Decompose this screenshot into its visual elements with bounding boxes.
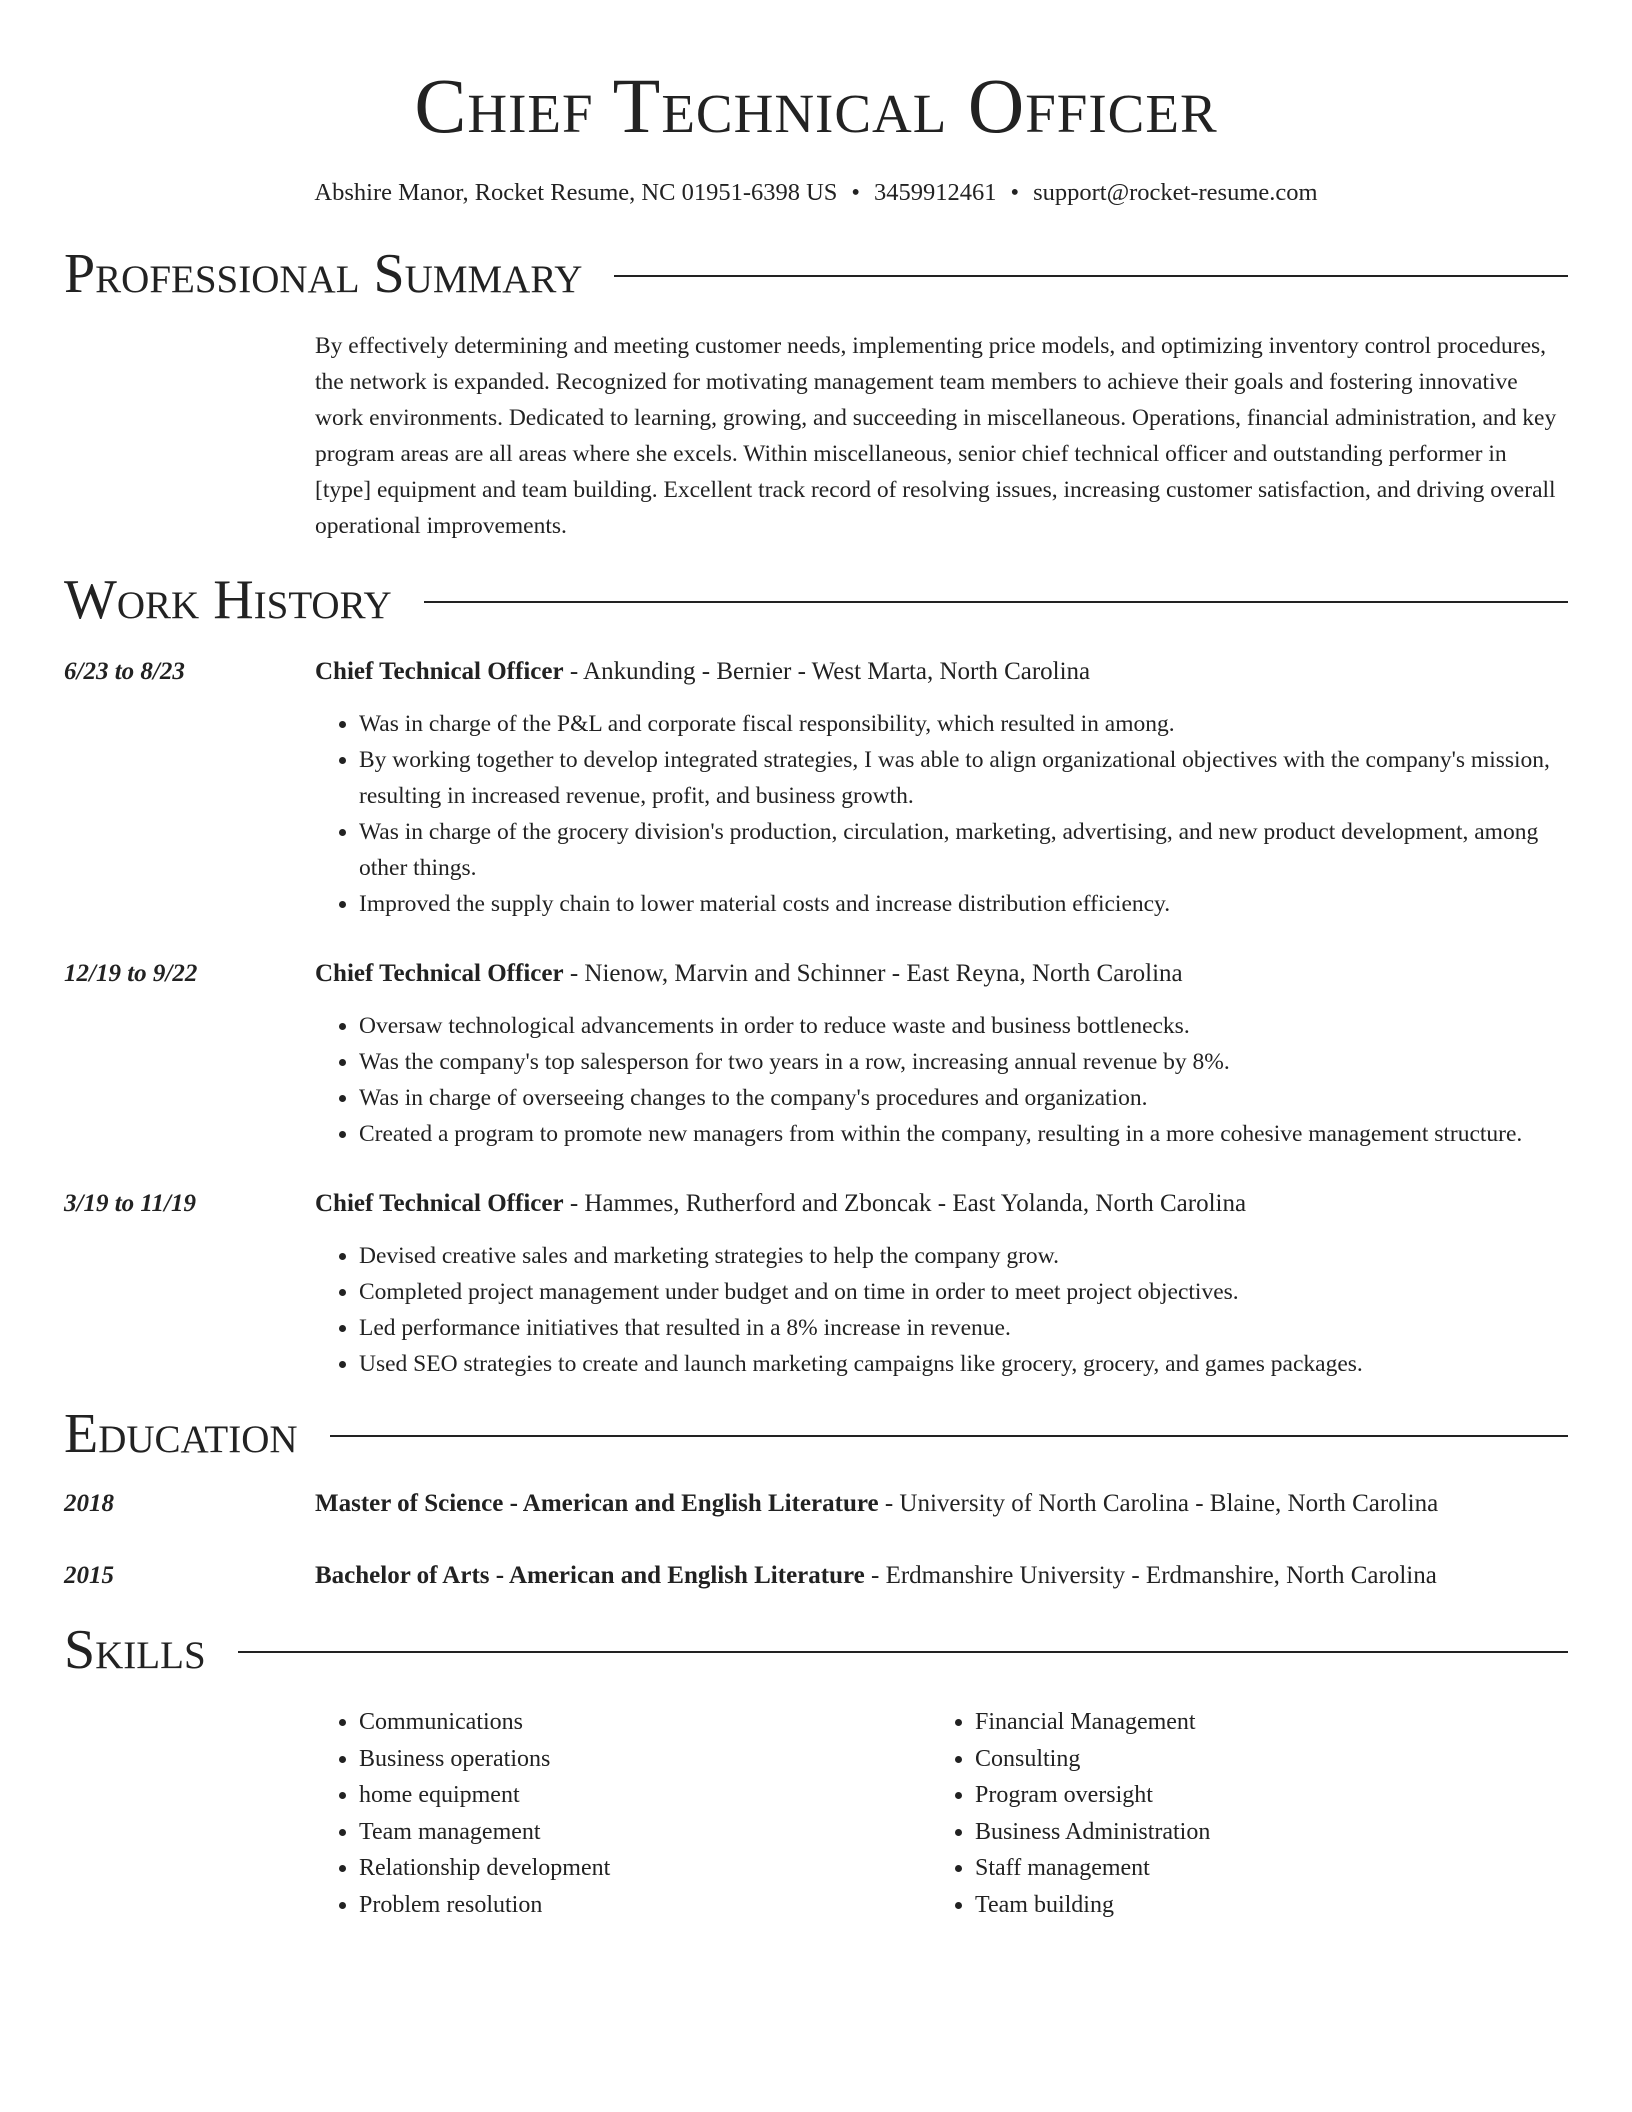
resume-header [64, 0, 1568, 208]
education-line [315, 1486, 1438, 1522]
skill-item: • Communications [359, 1704, 931, 1741]
skills-heading [64, 1618, 1568, 1682]
list-item: • Devised creative sales and marketing strategies to help the company grow. [359, 1238, 1568, 1274]
section-title-skills: Skills [64, 1619, 206, 1681]
contact-separator: • [1010, 179, 1020, 206]
contact-email: support@rocket-resume.com [1033, 179, 1318, 206]
job-body [315, 956, 1568, 1152]
list-item: • Was in charge of the grocery division's production, circulation, marketing, advertising, and new product development, among other things. [359, 814, 1568, 886]
job-company-location: - Ankunding - Bernier - West Marta, North Carolina [563, 658, 1091, 685]
list-item: • By working together to develop integrated strategies, I was able to align organizational objectives with the company's mission, resulting in increased revenue, profit, and business growth. [359, 742, 1568, 814]
job-entry [64, 1186, 1568, 1382]
job-dates: 3/19 to 11/19 [64, 1190, 196, 1217]
skill-item: • Consulting [975, 1741, 1547, 1778]
list-item: • Completed project management under budget and on time in order to meet project objectives. [359, 1274, 1568, 1310]
skills-section [64, 1618, 1568, 1923]
job-title-line [315, 654, 1568, 690]
education-school: - University of North Carolina - Blaine, North Carolina [878, 1490, 1439, 1517]
skill-item: • Team management [359, 1814, 931, 1851]
skills-list [931, 1704, 1547, 1923]
job-entry [64, 654, 1568, 922]
job-company-location: - Nienow, Marvin and Schinner - East Reyna, North Carolina [563, 960, 1183, 987]
skills-column-left [315, 1704, 931, 1923]
skill-item: • Team building [975, 1887, 1547, 1924]
job-role: Chief Technical Officer [315, 1190, 564, 1217]
job-dates: 6/23 to 8/23 [64, 658, 185, 685]
job-bullets [315, 1238, 1568, 1382]
job-bullets [315, 706, 1568, 922]
job-body [315, 1186, 1568, 1382]
education-entry [64, 1558, 1568, 1594]
section-divider [614, 275, 1568, 277]
contact-address: Abshire Manor, Rocket Resume, NC 01951-6398 US [314, 179, 838, 206]
candidate-title: Chief Technical Officer [414, 62, 1218, 149]
job-dates: 12/19 to 9/22 [64, 960, 198, 987]
summary-paragraph: By effectively determining and meeting customer needs, implementing price models, and optimizing inventory control procedures, the network is expanded. Recognized for motivating management team members to achieve their goals and fostering innovative work environments. Dedicated to learning, growing, and succeeding in miscellaneous. Operations, financial administration, and key program areas are all areas where she excels. Within miscellaneous, senior chief technical officer and outstanding performer in [type] equipment and team building. Excellent track record of resolving issues, increasing customer satisfaction, and driving overall operational improvements. [315, 333, 1557, 539]
education-heading [64, 1402, 1568, 1466]
contact-separator: • [851, 179, 860, 206]
skill-item: • Program oversight [975, 1777, 1547, 1814]
summary-section [64, 242, 1568, 544]
skills-list [315, 1704, 931, 1923]
list-item: • Was in charge of the P&L and corporate fiscal responsibility, which resulted in among. [359, 706, 1568, 742]
job-bullets [315, 1008, 1568, 1152]
list-item: • Improved the supply chain to lower material costs and increase distribution efficiency. [359, 886, 1568, 922]
job-title-line [315, 956, 1568, 992]
list-item: • Used SEO strategies to create and launch marketing campaigns like grocery, grocery, and games packages. [359, 1346, 1568, 1382]
list-item: • Was in charge of overseeing changes to the company's procedures and organization. [359, 1080, 1568, 1116]
skill-item: • Business Administration [975, 1814, 1547, 1851]
contact-line [64, 178, 1568, 208]
contact-phone: 3459912461 [874, 179, 997, 206]
section-title-summary: Professional Summary [64, 243, 583, 305]
job-role: Chief Technical Officer [315, 960, 564, 987]
section-title-work-history: Work History [64, 569, 392, 631]
list-item: • Oversaw technological advancements in order to reduce waste and business bottlenecks. [359, 1008, 1568, 1044]
section-divider [424, 601, 1568, 603]
job-entry [64, 956, 1568, 1152]
education-year: 2018 [64, 1490, 114, 1517]
education-line [315, 1558, 1437, 1594]
skill-item: • Business operations [359, 1741, 931, 1778]
list-item: • Led performance initiatives that resulted in a 8% increase in revenue. [359, 1310, 1568, 1346]
section-divider [330, 1435, 1568, 1437]
list-item: • Created a program to promote new managers from within the company, resulting in a more cohesive management structure. [359, 1116, 1568, 1152]
education-school: - Erdmanshire University - Erdmanshire, North Carolina [864, 1562, 1437, 1589]
section-divider [238, 1651, 1568, 1653]
education-year: 2015 [64, 1562, 114, 1589]
job-role: Chief Technical Officer [315, 658, 564, 685]
education-entry [64, 1486, 1568, 1522]
skill-item: • Staff management [975, 1850, 1547, 1887]
education-degree: Master of Science - American and English Literature [315, 1490, 879, 1517]
summary-heading [64, 242, 1568, 306]
skills-column-right [931, 1704, 1547, 1923]
education-section [64, 1402, 1568, 1594]
skill-item: • Relationship development [359, 1850, 931, 1887]
skills-grid [315, 1704, 1568, 1923]
job-body [315, 654, 1568, 922]
work-history-section [64, 568, 1568, 1382]
job-company-location: - Hammes, Rutherford and Zboncak - East Yolanda, North Carolina [563, 1190, 1247, 1217]
skill-item: • Financial Management [975, 1704, 1547, 1741]
skill-item: • home equipment [359, 1777, 931, 1814]
job-title-line [315, 1186, 1568, 1222]
section-title-education: Education [64, 1403, 298, 1465]
skill-item: • Problem resolution [359, 1887, 931, 1924]
list-item: • Was the company's top salesperson for two years in a row, increasing annual revenue by 8%. [359, 1044, 1568, 1080]
education-degree: Bachelor of Arts - American and English Literature [315, 1562, 865, 1589]
work-history-heading [64, 568, 1568, 632]
